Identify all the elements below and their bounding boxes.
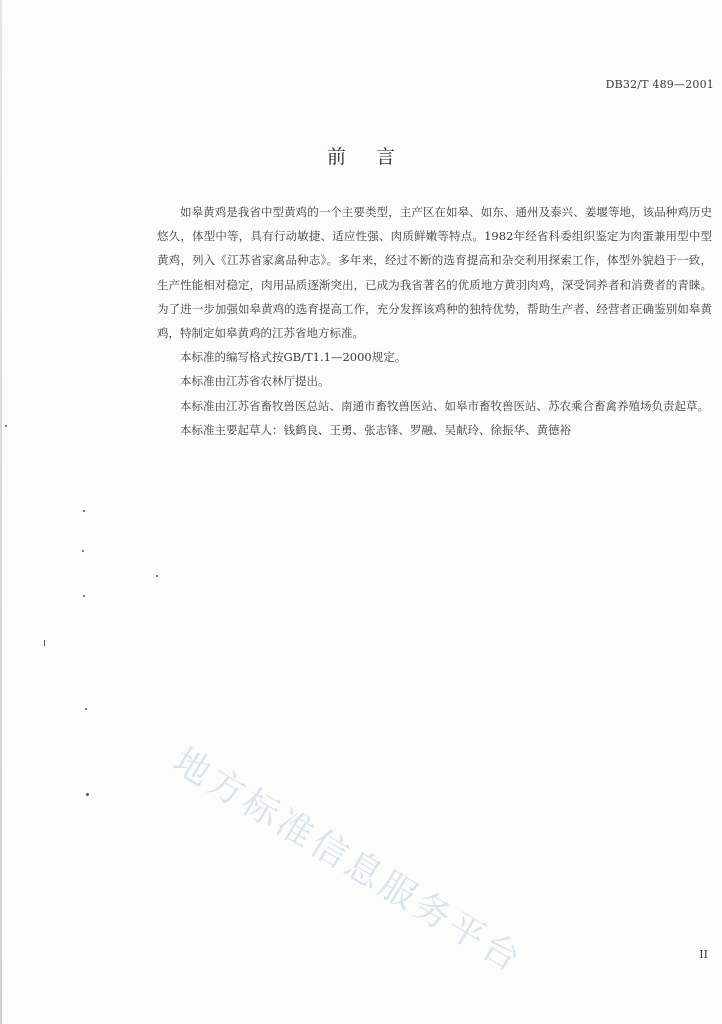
scan-speck [83,510,85,512]
page-number: II [699,948,708,961]
scan-speck [44,640,45,646]
document-code: DB32/T 489—2001 [605,78,714,91]
paragraph-proposer: 本标准由江苏省农林厅提出。 [180,374,330,389]
scan-speck [156,575,158,577]
paragraph-drafters: 本标准主要起草人：钱鹤良、王勇、张志锋、罗融、吴献玲、徐振华、黄德裕 [180,422,571,437]
scan-speck [85,708,87,710]
page-title: 前言 [326,146,425,168]
scan-speck [82,550,84,552]
paragraph-format: 本标准的编写格式按GB/T1.1—2000规定。 [180,350,407,365]
paragraph-drafting-units: 本标准由江苏省畜牧兽医总站、南通市畜牧兽医站、如皋市畜牧兽医站、苏农乘合畜禽养殖场负责起草。 [180,398,709,413]
watermark: 地方标准信息服务平台 [165,740,530,982]
paragraph-intro: 如皋黄鸡是我省中型黄鸡的一个主要类型，主产区在如皋、如东、通州及泰兴、姜堰等地，该品种鸡历史悠久，体型中等，具有行动敏捷、适应性强、肉质鲜嫩等特点。1982年经省科委组织鉴定为肉蛋兼用型中型黄鸡，列入《江苏省家禽品种志》。多年来，经过不断的选育提高和杂交利用探索工作，体型外貌趋于一致，生产性能相对稳定，肉用品质逐渐突出，已成为我省著名的优质地方黄羽肉鸡，深受饲养者和消费者的青睐。为了进一步加强如皋黄鸡的选育提高工作，充分发挥该鸡种的独特优势，帮助生产者、经营者正确鉴别如皋黄鸡，特制定如皋黄鸡的江苏省地方标准。 [157,205,712,341]
foreword-body [157,200,712,442]
scan-speck [83,595,85,597]
scan-speck [5,425,7,427]
scan-speck [86,793,89,796]
